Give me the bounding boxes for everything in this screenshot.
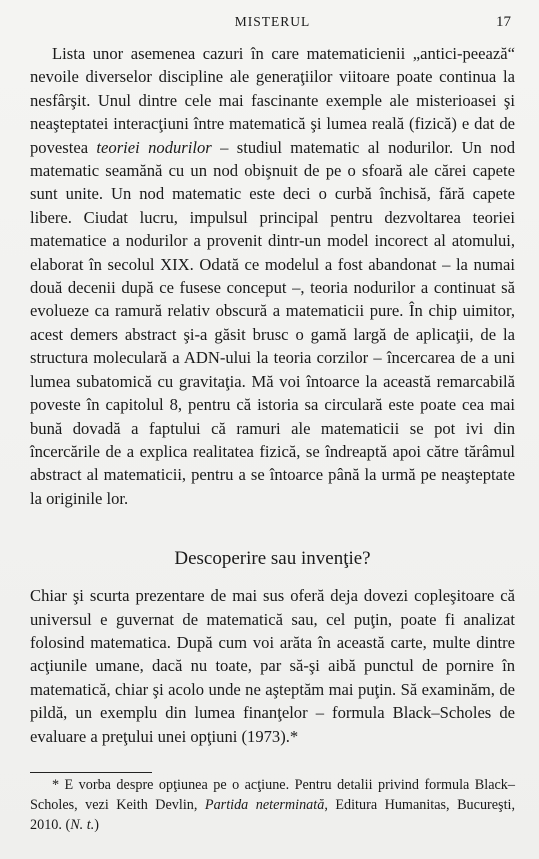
italic-term: teoriei nodurilor <box>96 137 212 157</box>
footnote-text: , Editura Humanitas, Bucureşti, 2010. ( <box>30 796 516 833</box>
footnote-text: ) <box>94 816 99 833</box>
page-header <box>30 14 515 34</box>
paragraph-text: Lista unor asemenea cazuri în care matematicienii „antici-peează“ nevoile diverselor discipline ale generaţiilor viitoare poate continua la nesfârşit. Unul dintre cele mai fascinante exemple ale misterioasei şi neaşteptatei interacţiuni între matematică şi lumea reală (fizică) e dat de povestea <box>30 44 515 157</box>
paragraph-knot-theory <box>30 42 515 510</box>
footnote-divider <box>30 772 152 773</box>
translator-note: N. t. <box>70 816 95 833</box>
running-title: MISTERUL <box>234 14 311 29</box>
paragraph-text: – studiul matematic al nodurilor. Un nod matematic seamănă cu un nod obişnuit de pe o sfoară ale cărei capete sunt unite. Un nod matematic este deci o curbă închisă, fără capete libere. Ciudat lucru, impulsul principal pentru dezvoltarea teoriei matematice a nodurilor a provenit dintr-un model incorect al atomului, elaborat în secolul XIX. Odată ce modelul a fost abandonat – la numai două decenii după ce fusese conceput –, teoria nodurilor a continuat să evolueze ca ramură relativ obscură a matematicii pure. În chip uimitor, acest demers abstract şi-a găsit brusc o gamă largă de aplicaţii, de la structura moleculară a ADN-ului la teoria corzilor – încercarea de a uni lumea subatomică cu gravitaţia. Mă voi întoarce la această remarcabilă poveste în capitolul 8, pentru că istoria sa circulară este poate cea mai bună dovadă a faptului că ramuri ale matematicii se pot ivi din încercările de a explica realitatea fizică, se îndreaptă apoi către tărâmul abstract al matematicii, pentru a se întoarce până la urmă pe neaşteptate la originile lor. <box>30 137 515 508</box>
footnote-text: * E vorba despre opţiunea pe o acţiune. Pentru detalii privind formula Black–Scholes, vezi Keith Devlin, <box>30 777 515 813</box>
paragraph-discovery: Chiar şi scurta prezentare de mai sus oferă deja dovezi copleşitoare că universul e guvernat de matematică sau, cel puţin, poate fi analizat folosind matematica. După cum voi arăta în această carte, multe dintre acţiunile umane, dacă nu toate, par să-şi aibă punctul de pornire în matematică, chiar şi acolo unde ne aşteptăm mai puţin. Să examinăm, de pildă, un exemplu din lumea finanţelor – formula Black–Scholes de evaluare a preţului unei opţiuni (1973).* <box>30 586 515 746</box>
body-text <box>30 42 515 748</box>
footnote <box>30 776 515 835</box>
page-number: 17 <box>496 14 511 30</box>
footnote-book-title: Partida neterminată <box>204 796 325 813</box>
section-heading: Descoperire sau invenţie? <box>174 548 371 570</box>
